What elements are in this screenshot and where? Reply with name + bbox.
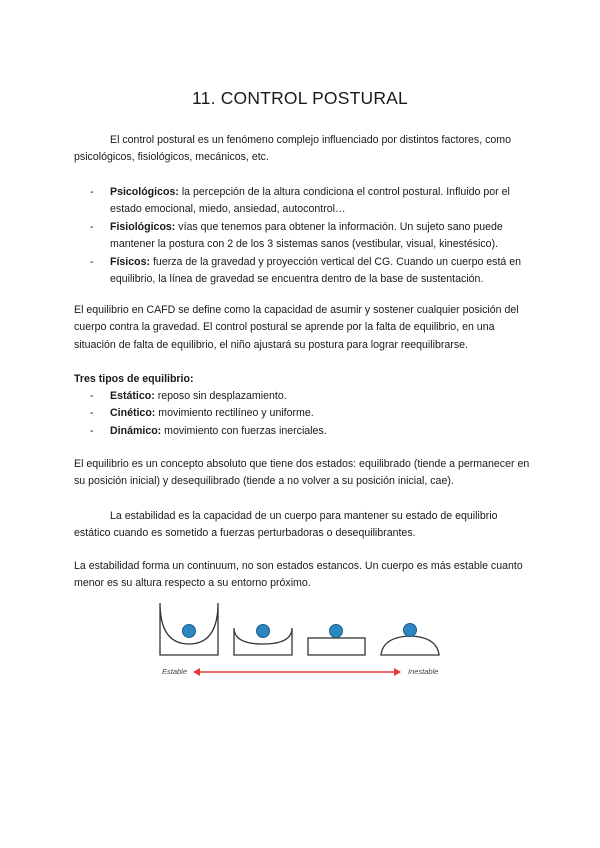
list-item xyxy=(74,219,534,254)
list-item xyxy=(74,254,534,289)
factors-list xyxy=(74,184,534,288)
flat-block-shape xyxy=(308,625,365,656)
factor-text: vías que tenemos para obtener la información. Un sujeto sano puede mantener la postura con 2 de los 3 sistemas sanos (vestibular, visual, kinestésico). xyxy=(110,220,503,251)
shallow-bowl-shape xyxy=(234,625,292,656)
type-label: Cinético: xyxy=(110,407,156,420)
stability-figure xyxy=(150,598,450,680)
types-list xyxy=(74,388,534,440)
type-text: reposo sin desplazamiento. xyxy=(154,390,287,402)
stable-label: Estable xyxy=(162,667,188,676)
factor-text: la percepción de la altura condiciona el control postural. Influido por el estado emocional, miedo, ansiedad, autocontrol… xyxy=(110,186,510,216)
factor-label: Físicos: xyxy=(110,255,151,268)
equilibrium-paragraph: El equilibrio en CAFD se define como la capacidad de asumir y sostener cualquier posición del cuerpo contra la gravedad. El control postural se aprende por la falta de equilibrio, en una situación de falta de equilibrio, el niño ajustará su postura para lograr reequilibrarse. xyxy=(74,304,519,351)
states-paragraph: El equilibrio es un concepto absoluto que tiene dos estados: equilibrado (tiende a permanecer en su posición inicial) y desequilibrado (tiende a no volver a su posición inicial, cae). xyxy=(74,458,530,488)
type-text: movimiento rectilíneo y uniforme. xyxy=(155,407,314,420)
factor-label: Fisiológicos: xyxy=(110,220,176,233)
list-item xyxy=(74,423,534,440)
ball-icon xyxy=(330,625,343,638)
unstable-label: Inestable xyxy=(408,667,439,676)
factor-label: Psicológicos: xyxy=(110,186,179,198)
ball-icon xyxy=(183,625,196,638)
intro-paragraph: El control postural es un fenómeno complejo influenciado por distintos factores, como psicológicos, fisiológicos, mecánicos, etc. xyxy=(74,134,512,164)
continuum-paragraph: La estabilidad forma un continuum, no son estados estancos. Un cuerpo es más estable cuanto menor es su altura respecto a su entorno próximo. xyxy=(74,560,523,590)
dome-shape xyxy=(381,624,439,656)
list-item xyxy=(74,184,534,219)
ball-icon xyxy=(257,625,270,638)
type-label: Dinámico: xyxy=(110,424,162,437)
factor-text: fuerza de la gravedad y proyección vertical del CG. Cuando un cuerpo está en equilibrio, la línea de gravedad se encuentra dentro de la base de sustentación. xyxy=(110,255,522,286)
type-label: Estático: xyxy=(110,390,155,402)
deep-bowl-shape xyxy=(160,603,218,655)
type-text: movimiento con fuerzas inerciales. xyxy=(161,424,327,437)
page-title: 11. CONTROL POSTURAL xyxy=(192,88,408,108)
stability-paragraph: La estabilidad es la capacidad de un cuerpo para mantener su estado de equilibrio estático cuando es sometido a fuerzas perturbadoras o desequilibrantes. xyxy=(74,510,498,540)
list-item xyxy=(74,388,534,405)
list-item xyxy=(74,405,534,422)
types-heading: Tres tipos de equilibrio: xyxy=(74,373,194,385)
ball-icon xyxy=(404,624,417,637)
